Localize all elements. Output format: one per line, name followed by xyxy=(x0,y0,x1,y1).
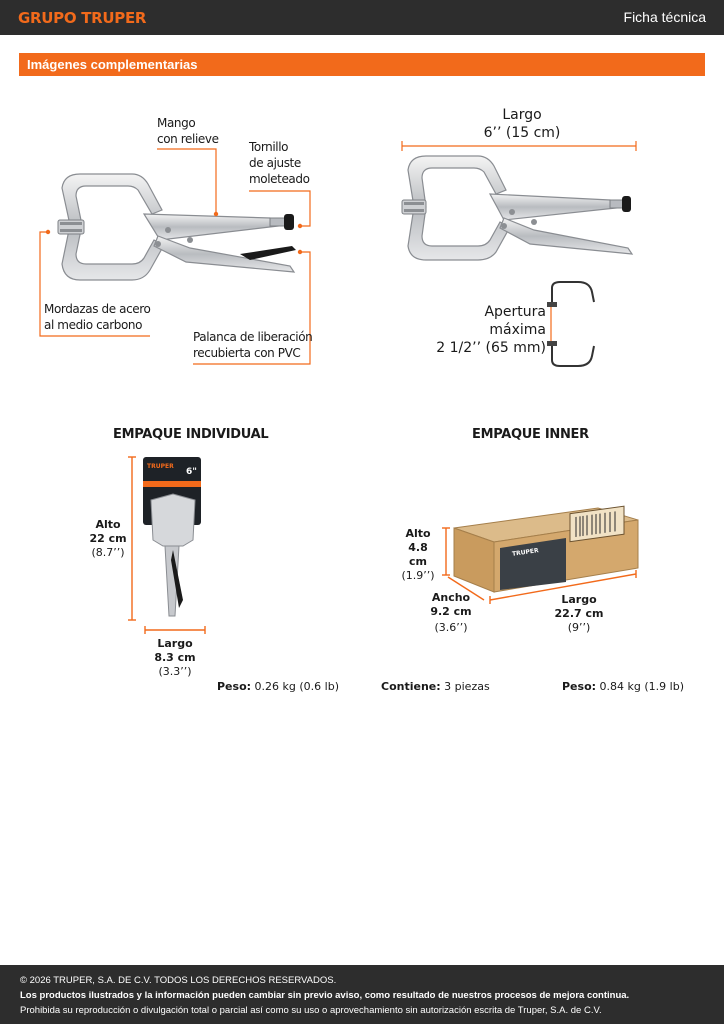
section-title: Imágenes complementarias xyxy=(27,57,198,72)
card-size: 6" xyxy=(186,467,197,477)
inner-length-value: 22.7 cm xyxy=(554,607,604,620)
inner-width-label: Ancho xyxy=(431,591,471,604)
inner-height xyxy=(398,527,438,583)
inner-length-imperial: (9’’) xyxy=(567,621,591,634)
screw-callout-line2: de ajuste xyxy=(249,156,301,170)
card-brand: TRUPER xyxy=(147,463,174,470)
inner-width-value: 9.2 cm xyxy=(430,605,472,618)
inner-contains-label: Contiene: xyxy=(381,680,441,693)
inner-height-label: Alto xyxy=(405,527,431,540)
footer-notice: Los productos ilustrados y la información pueden cambiar sin previo aviso, como resultado de nuestros procesos de mejora continua. xyxy=(20,990,630,1001)
length-metric: (15 cm) xyxy=(505,125,561,141)
inner-width-imperial: (3.6’’) xyxy=(434,621,468,634)
opening-label: Apertura máxima xyxy=(484,304,546,338)
inner-length-label: Largo xyxy=(561,593,597,606)
jaws-callout-line2: al medio carbono xyxy=(44,318,143,332)
individual-length-label: Largo xyxy=(157,637,193,650)
handle-callout-line2: con relieve xyxy=(157,132,219,146)
inner-weight xyxy=(562,680,684,693)
handle-callout-line1: Mango xyxy=(157,116,196,130)
individual-weight-label: Peso: xyxy=(217,680,252,693)
inner-height-value: 4.8 cm xyxy=(408,541,428,568)
page-footer xyxy=(0,965,724,1024)
lever-callout-line1: Palanca de liberación xyxy=(193,330,313,344)
inner-contains xyxy=(381,680,490,693)
inner-package-title: EMPAQUE INNER xyxy=(472,427,589,442)
footer-prohibition: Prohibida su reproducción o divulgación total o parcial así como su uso o aprovechamiento sin autorización escrita de Truper, S.A. de C.V. xyxy=(20,1005,602,1016)
screw-callout-line3: moleteado xyxy=(249,172,310,186)
length-value: 6’’ xyxy=(483,125,502,141)
individual-weight-value: 0.26 kg (0.6 lb) xyxy=(254,680,339,693)
inner-height-imperial: (1.9’’) xyxy=(401,569,435,582)
inner-contains-value: 3 piezas xyxy=(444,680,490,693)
individual-length-imperial: (3.3’’) xyxy=(158,665,192,678)
inner-width xyxy=(428,591,474,635)
brand-logo: GRUPO TRUPER xyxy=(18,9,147,27)
jaws-callout-line1: Mordazas de acero xyxy=(44,302,151,316)
inner-length xyxy=(552,593,606,635)
individual-height-value: 22 cm xyxy=(89,532,127,545)
screw-callout-line1: Tornillo xyxy=(249,140,289,154)
individual-package-title: EMPAQUE INDIVIDUAL xyxy=(113,427,269,442)
inner-box-brand: TRUPER xyxy=(511,547,540,558)
lever-callout-line2: recubierta con PVC xyxy=(193,346,301,360)
inner-weight-label: Peso: xyxy=(562,680,597,693)
opening-value: 2 1/2’’ xyxy=(436,340,482,356)
inner-weight-value: 0.84 kg (1.9 lb) xyxy=(599,680,684,693)
footer-copyright: © 2026 TRUPER, S.A. DE C.V. TODOS LOS DERECHOS RESERVADOS. xyxy=(20,975,337,986)
length-label: Largo xyxy=(502,107,542,123)
document-type: Ficha técnica xyxy=(623,9,706,25)
opening-metric: (65 mm) xyxy=(485,340,546,356)
individual-height-imperial: (8.7’’) xyxy=(91,546,125,559)
individual-height-label: Alto xyxy=(95,518,121,531)
individual-length-value: 8.3 cm xyxy=(154,651,196,664)
